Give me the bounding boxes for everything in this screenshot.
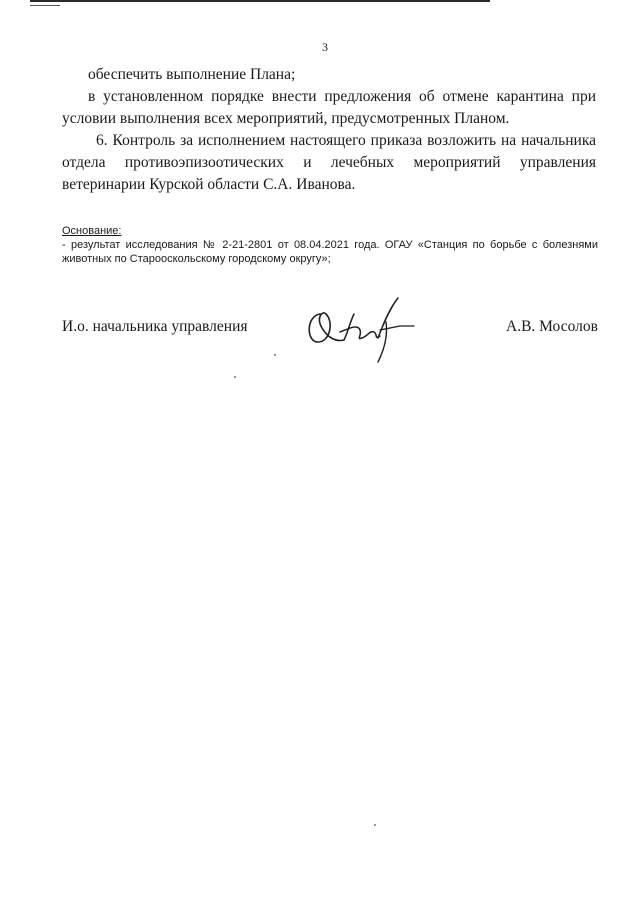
basis-title: Основание: bbox=[62, 225, 122, 237]
top-border-mark bbox=[30, 5, 60, 6]
signatory-name: А.В. Мосолов bbox=[506, 318, 598, 335]
top-border-line bbox=[30, 0, 490, 2]
paragraph-control: 6. Контроль за исполнением настоящего приказа возложить на начальника отдела противоэпизоотических и лечебных мероприятий управления ветеринарии Курской области С.А. Иванова. bbox=[62, 132, 596, 193]
paragraph-quarantine: в установленном порядке внести предложения об отмене карантина при условии выполнения всех мероприятий, предусмотренных Планом. bbox=[62, 88, 596, 127]
basis-text: - результат исследования № 2-21-2801 от 08.04.2021 года. ОГАУ «Станция по борьбе с болезнями животных по Старооскольскому городскому округу»; bbox=[62, 239, 598, 265]
signatory-position: И.о. начальника управления bbox=[62, 318, 248, 335]
basis-section bbox=[62, 224, 598, 266]
paragraph-plan: обеспечить выполнение Плана; bbox=[88, 66, 296, 83]
scan-speck bbox=[274, 354, 276, 356]
scan-speck bbox=[234, 376, 236, 378]
scan-speck bbox=[374, 824, 376, 826]
page-number: 3 bbox=[322, 40, 328, 54]
handwritten-signature bbox=[300, 292, 418, 364]
